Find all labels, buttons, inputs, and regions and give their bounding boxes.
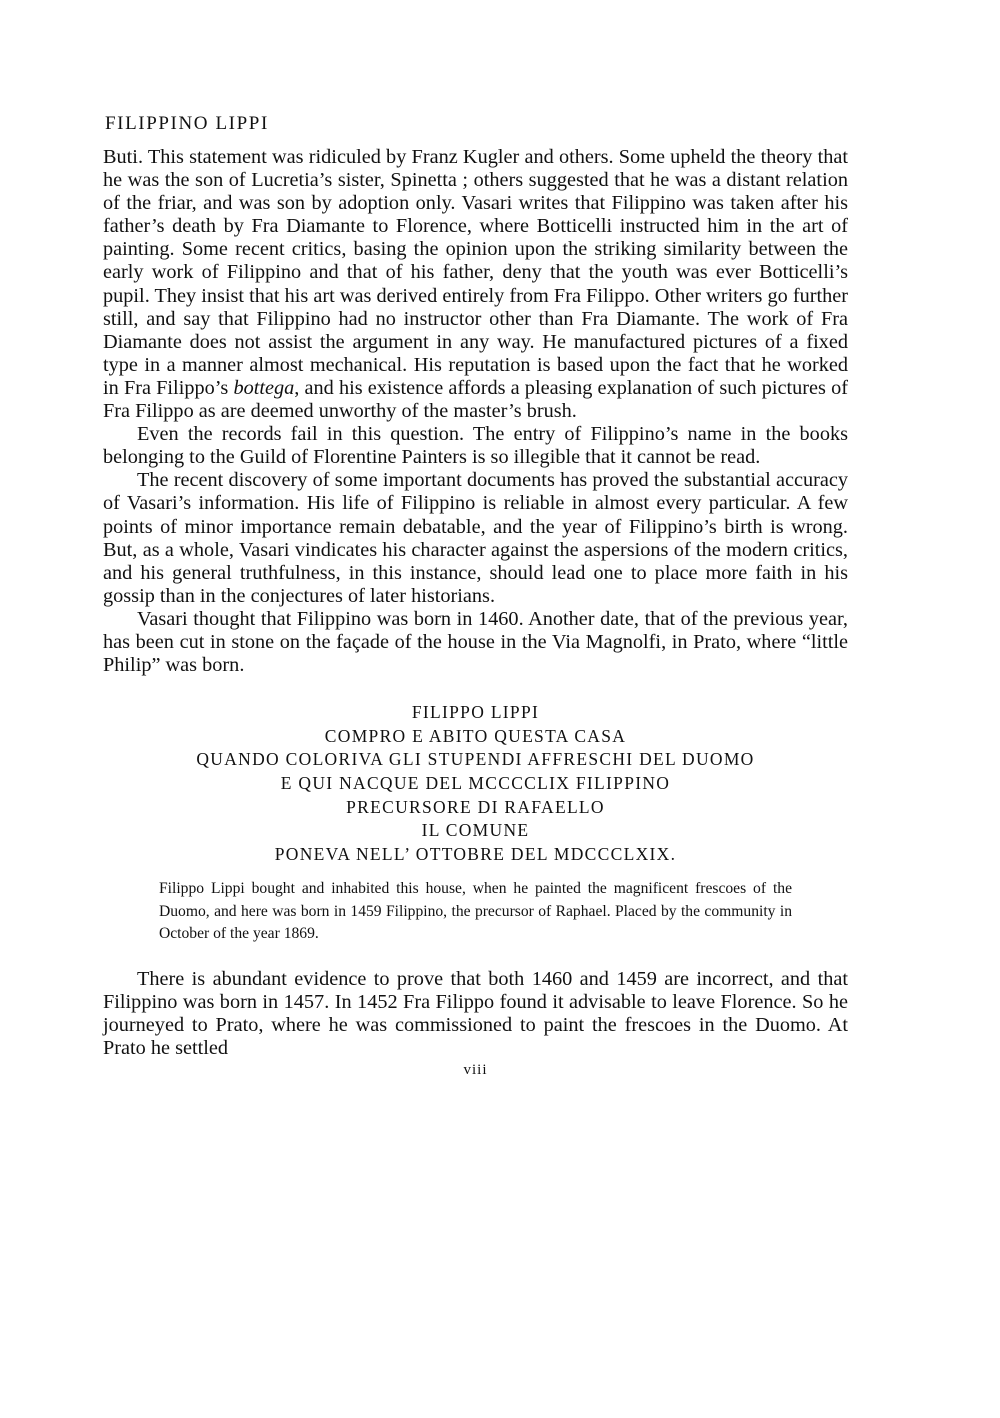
page-number: viii: [463, 1061, 488, 1078]
body-paragraph: [103, 608, 848, 677]
text-run: Even the records fail in this question. The entry of Filippino’s name in the books belonging to the Guild of Florentine Painters is so illegible that it cannot be read.: [103, 423, 848, 469]
text-run: Buti. This statement was ridiculed by Franz Kugler and others. Some upheld the theory that he was the son of Lucretia’s sister, Spinetta ; others suggested that he was a distant relation of the friar, and was son by adoption only. Vasari writes that Filippino was taken after his father’s death by Fra Diamante to Florence, where Botticelli instructed him in the art of painting. Some recent critics, basing the opinion upon the striking similarity between the early work of Filippino and that of his father, deny that the youth was ever Botticelli’s pupil. They insist that his art was derived entirely from Fra Filippo. Other writers go further still, and say that Filippino had no instructor other than Fra Diamante. The work of Fra Diamante does not assist the argument in any way. He manufactured pictures of a fixed type in a manner almost mechanical. His reputation is based upon the fact that he worked in Fra Filippo’s: [103, 146, 848, 399]
body-text: [103, 146, 848, 677]
book-page: [103, 112, 848, 1080]
body-paragraph: [103, 423, 848, 469]
inscription-line: E QUI NACQUE DEL MCCCCLIX FILIPPINO: [280, 772, 671, 793]
running-head: FILIPPINO LIPPI: [105, 113, 269, 134]
inscription: [103, 701, 848, 866]
inscription-line: FILIPPO LIPPI: [411, 702, 540, 723]
text-run: The recent discovery of some important documents has proved the substantial accuracy of Vasari’s information. His life of Filippino is reliable in almost every particular. A few points of minor importance remain debatable, and the year of Filippino’s birth is wrong. But, as a whole, Vasari vindicates his character against the aspersions of the modern critics, and his general truthfulness, in this instance, should lead one to place more faith in his gossip than in the conjectures of later historians.: [103, 469, 848, 607]
inscription-line: COMPRO E ABITO QUESTA CASA: [324, 725, 627, 746]
text-run: , and his existence affords a pleasing explanation of such pictures of Fra Filippo as are deemed unworthy of the master’s brush.: [103, 376, 848, 423]
body-paragraph: [103, 469, 848, 608]
inscription-line: PONEVA NELL’ OTTOBRE DEL MDCCCLXIX.: [274, 843, 677, 864]
inscription-translation: Filippo Lippi bought and inhabited this house, when he painted the magnificent frescoes of the Duomo, and here was born in 1459 Filippino, the precursor of Raphael. Placed by the community in October of the year 1869.: [159, 880, 792, 943]
inscription-line: QUANDO COLORIVA GLI STUPENDI AFFRESCHI DEL DUOMO: [196, 749, 755, 770]
closing-paragraph: There is abundant evidence to prove that both 1460 and 1459 are incorrect, and that Filippino was born in 1457. In 1452 Fra Filippo found it advisable to leave Florence. So he journeyed to Prato, where he was commissioned to paint the frescoes in the Duomo. At Prato he settled: [103, 967, 848, 1059]
italic-term: bottega: [233, 376, 295, 399]
body-paragraph: [103, 146, 848, 423]
inscription-line: IL COMUNE: [421, 820, 530, 841]
text-run: Vasari thought that Filippino was born in 1460. Another date, that of the previous year, has been cut in stone on the façade of the house in the Via Magnolfi, in Prato, where “little Philip” was born.: [103, 607, 848, 677]
inscription-line: PRECURSORE DI RAFAELLO: [346, 796, 605, 817]
